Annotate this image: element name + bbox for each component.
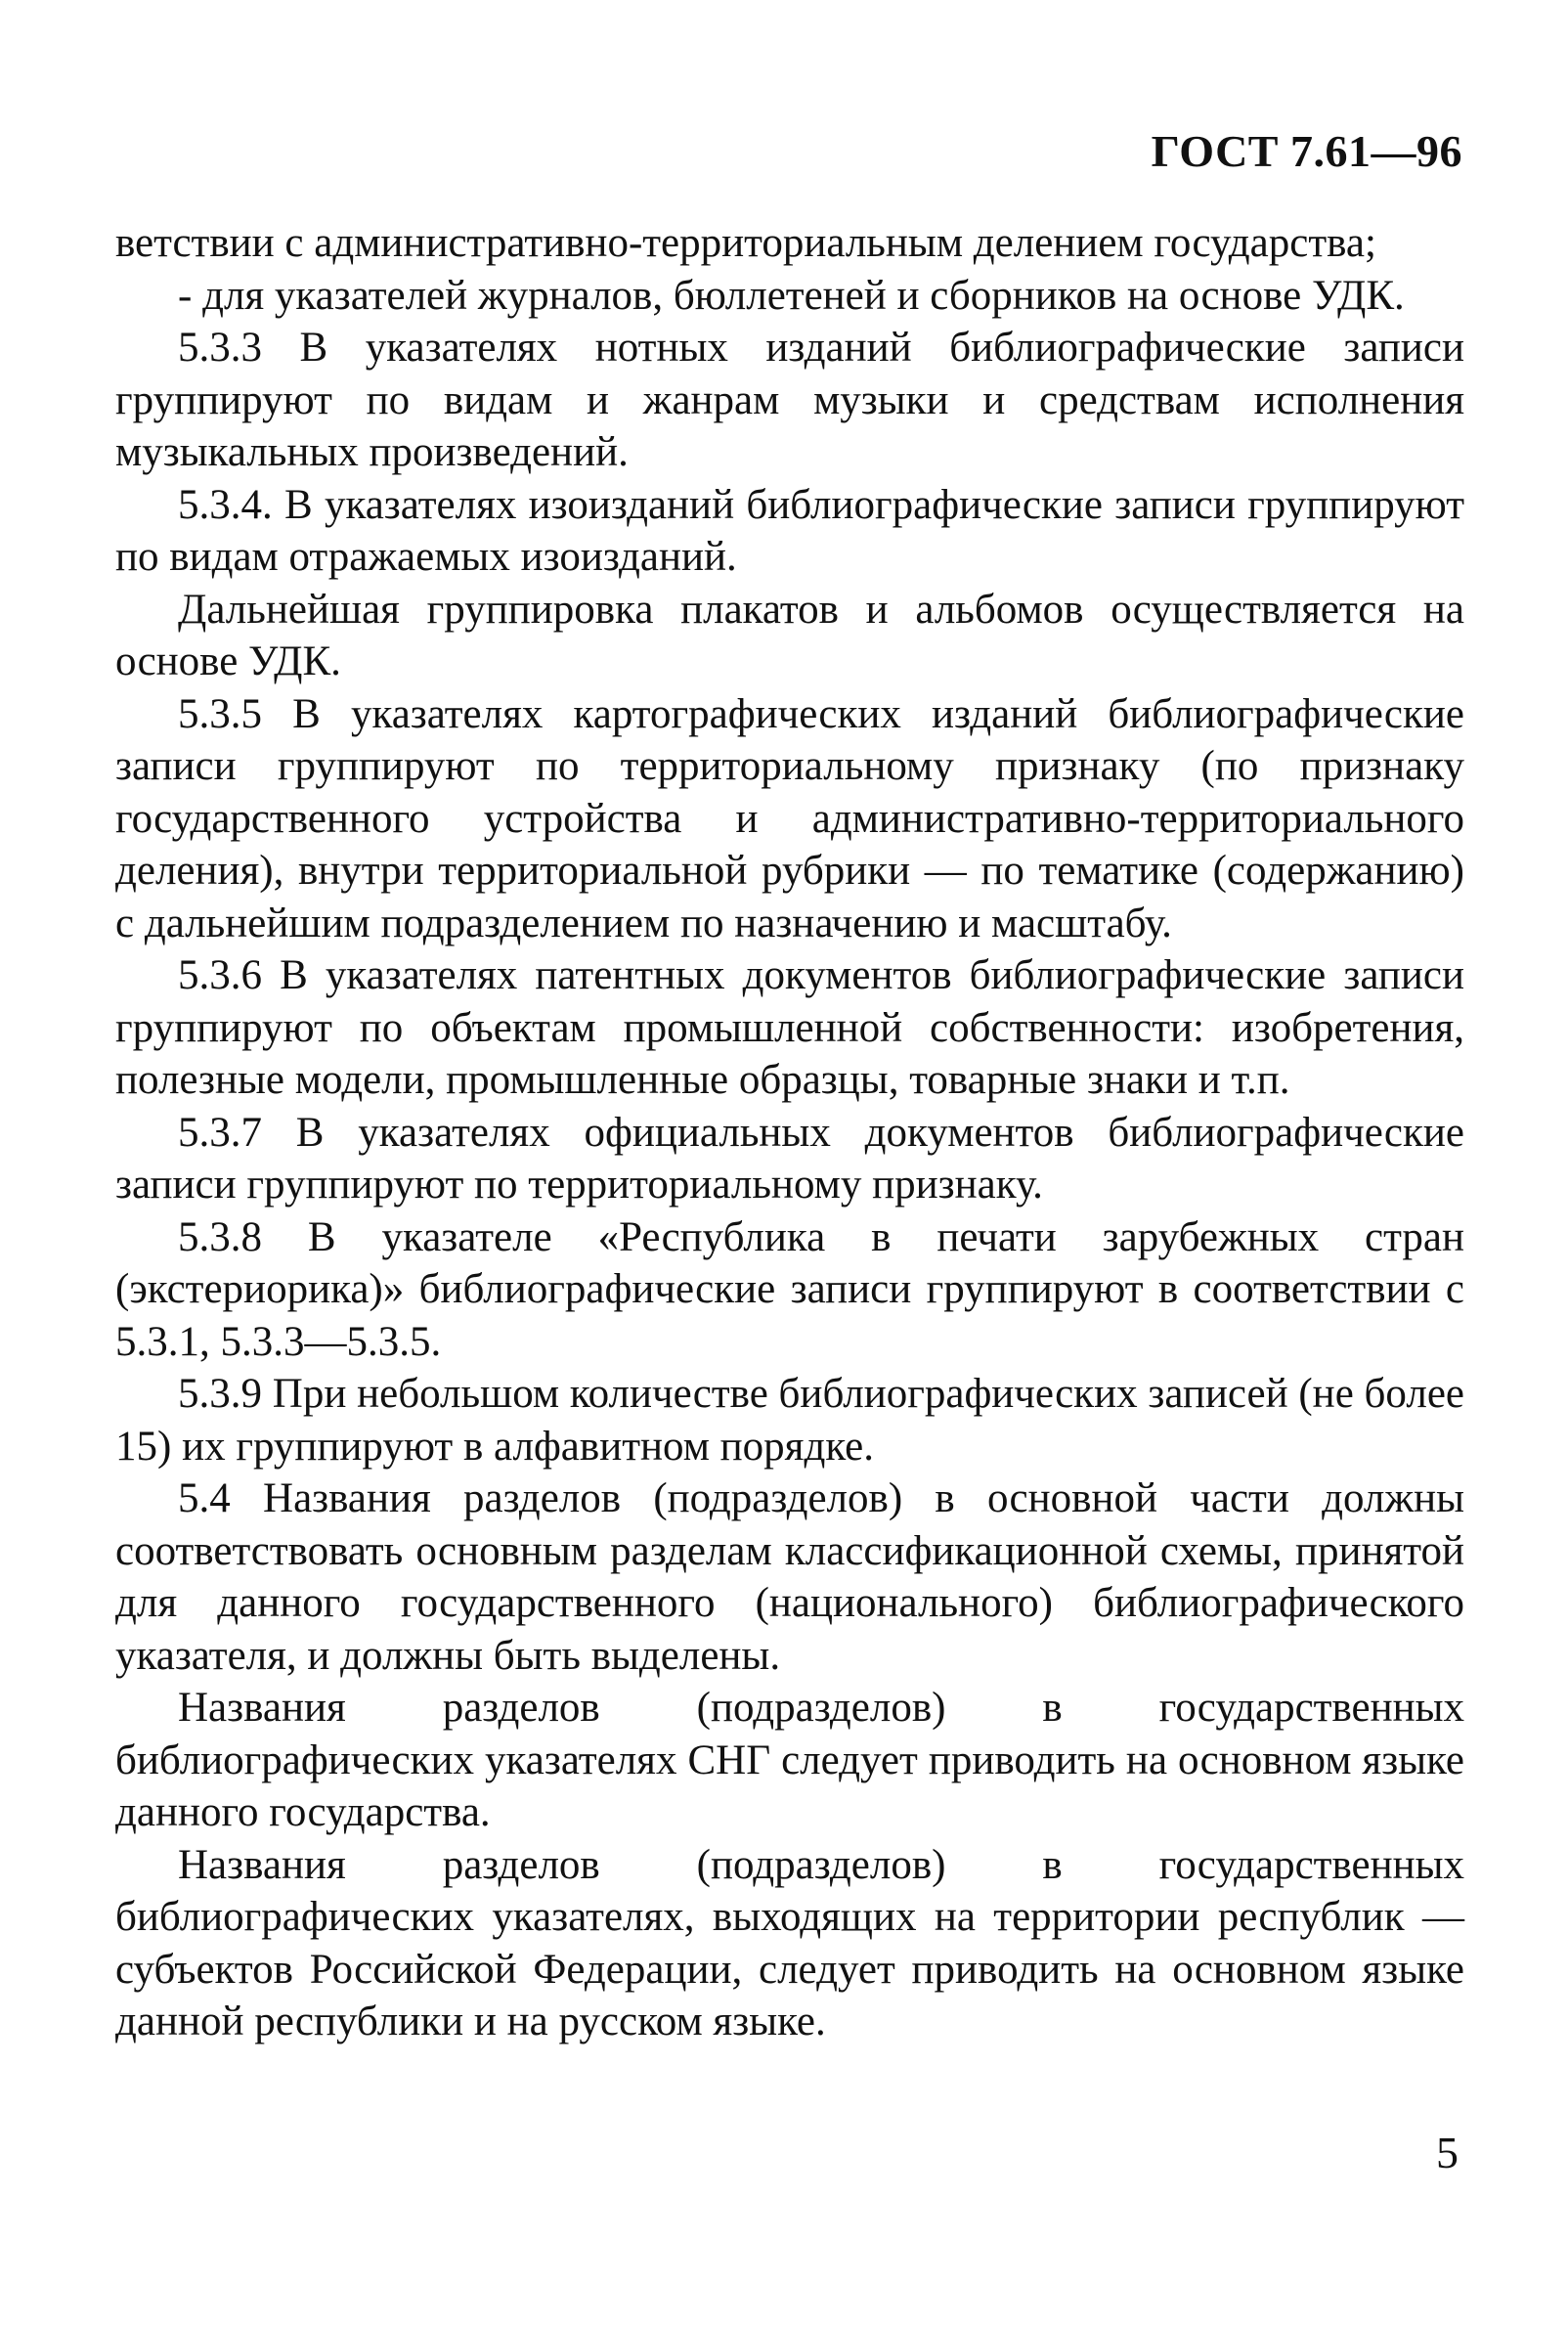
paragraph-list-item-udk: - для указателей журналов, бюллетеней и сборников на основе УДК. (178, 272, 1405, 319)
standard-code-header: ГОСТ 7.61—96 (1151, 126, 1462, 176)
paragraph-5-3-4: 5.3.4. В указателях изоизданий библиографические записи группируют по видам отражаемых изоизданий. (115, 481, 1464, 580)
paragraph-5-3-3: 5.3.3 В указателях нотных изданий библиографические записи группируют по видам и жанрам музыки и средствам исполнения музыкальных произведений. (115, 325, 1464, 475)
paragraph-continuation: ветствии с административно-территориальным делением государства; (115, 220, 1376, 266)
paragraph-5-4-republics: Названия разделов (подразделов) в государственных библиографических указателях, выходящих на территории республик — субъектов Российской Федерации, следует приводить на основном языке данной республики и на русском языке. (115, 1841, 1464, 2044)
paragraph-5-3-9: 5.3.9 При небольшом количестве библиографических записей (не более 15) их группируют в алфавитном порядке. (115, 1371, 1464, 1470)
paragraph-5-3-7: 5.3.7 В указателях официальных документов библиографические записи группируют по территориальному признаку. (115, 1109, 1464, 1208)
paragraph-5-4-cis: Названия разделов (подразделов) в государственных библиографических указателях СНГ следует приводить на основном языке данного государства. (115, 1685, 1464, 1835)
paragraph-5-3-8: 5.3.8 В указателе «Республика в печати зарубежных стран (экстериорика)» библиографические записи группируют в соответствии с 5.3.1, 5.3.3—5.3.5. (115, 1213, 1464, 1365)
paragraph-5-4: 5.4 Названия разделов (подразделов) в основной части должны соответствовать основным разделам классификационной схемы, принятой для данного государственного (национального) библиографического указателя, и должны быть выделены. (115, 1475, 1464, 1679)
page-number: 5 (1436, 2128, 1459, 2177)
paragraph-5-3-6: 5.3.6 В указателях патентных документов библиографические записи группируют по объектам промышленной собственности: изобретения, полезные модели, промышленные образцы, товарные знаки и т.п. (115, 952, 1464, 1103)
document-body (115, 217, 1464, 2048)
paragraph-5-3-5: 5.3.5 В указателях картографических изданий библиографические записи группируют по территориальному признаку (по признаку государственного устройства и административно-территориального деления), внутри территориальной рубрики — по тематике (содержанию) с дальнейшим подразделением по назначению и масштабу. (115, 690, 1464, 946)
paragraph-5-3-4-note: Дальнейшая группировка плакатов и альбомов осуществляется на основе УДК. (115, 586, 1464, 684)
